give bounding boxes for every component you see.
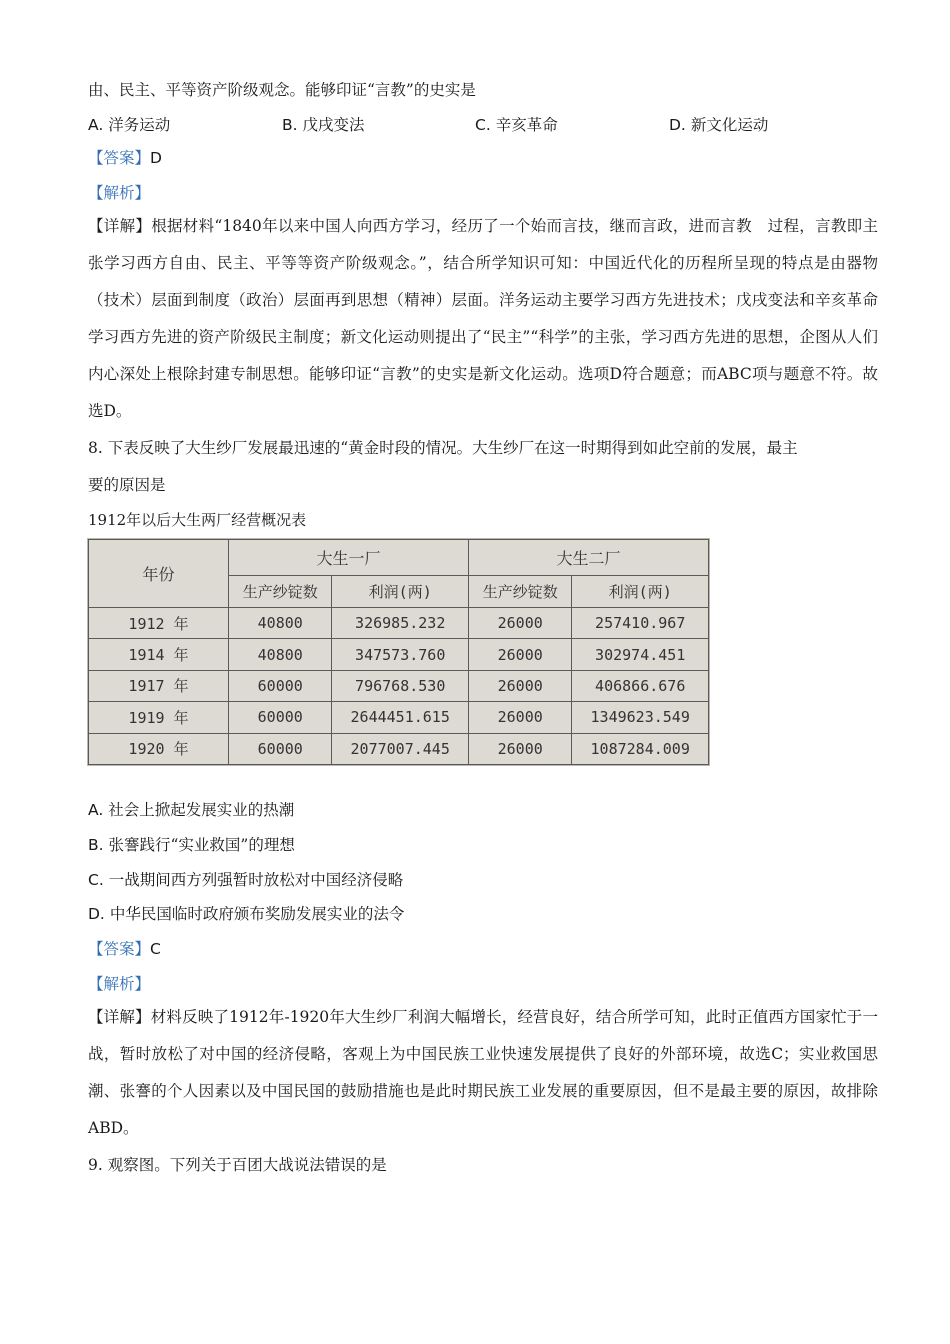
q8-answer: 【答案】C [88, 940, 161, 958]
header-profit-2: 利润(两) [572, 576, 709, 608]
table-row: 1914 年 40800 347573.760 26000 302974.451 [89, 639, 709, 670]
q8-option-b: B. 张謇践行“实业救国”的理想 [88, 836, 295, 854]
q8-stem-line1: 8. 下表反映了大生纱厂发展最迅速的“黄金时段的情况。大生纱厂在这一时期得到如此空前的发展，最主 [88, 439, 798, 457]
q8-detail-text: 材料反映了1912年-1920年大生纱厂利润大幅增长，经营良好，结合所学可知，此时正值西方国家忙于一战，暂时放松了对中国的经济侵略，客观上为中国民族工业快速发展提供了良好的外部环境，故选C；实业救国思潮、张謇的个人因素以及中国民国的鼓励措施也是此时期民族工业发展的重要原因，但不是最主要的原因，故排除ABD。 [88, 1008, 878, 1137]
header-profit-1: 利润(两) [332, 576, 469, 608]
q7-detail [88, 208, 878, 430]
header-spindles-1: 生产纱锭数 [229, 576, 332, 608]
factory-table [88, 539, 709, 765]
table-row: 1912 年 40800 326985.232 26000 257410.967 [89, 608, 709, 639]
q8-analysis-label: 【解析】 [88, 975, 151, 993]
q8-detail-label: 【详解】 [88, 1008, 151, 1026]
header-factory-1: 大生一厂 [229, 540, 469, 576]
header-year: 年份 [89, 540, 229, 608]
q7-answer: 【答案】D [88, 149, 162, 167]
q7-option-d: D. 新文化运动 [669, 116, 769, 134]
header-spindles-2: 生产纱锭数 [468, 576, 571, 608]
table-row: 1917 年 60000 796768.530 26000 406866.676 [89, 670, 709, 701]
q7-option-c: C. 辛亥革命 [475, 116, 558, 134]
q7-detail-text: 根据材料“1840年以来中国人向西方学习，经历了一个始而言技，继而言政，进而言教 过程，言教即主张学习西方自由、民主、平等等资产阶级观念。”，结合所学知识可知：中国近代化的历程所呈现的特点是由器物（技术）层面到制度（政治）层面再到思想（精神）层面。洋务运动主要学习西方先进技术；戊戌变法和辛亥革命学习西方先进的资产阶级民主制度；新文化运动则提出了“民主”“科学”的主张，学习西方先进的思想，企图从人们内心深处上根除封建专制思想。能够印证“言教”的史实是新文化运动。选项D符合题意；而ABC项与题意不符。故选D。 [88, 217, 878, 420]
table-row: 1919 年 60000 2644451.615 26000 1349623.549 [89, 702, 709, 733]
q8-option-a: A. 社会上掀起发展实业的热潮 [88, 801, 295, 819]
scanned-table-image [87, 538, 710, 766]
table-row: 1920 年 60000 2077007.445 26000 1087284.009 [89, 733, 709, 764]
q7-option-a: A. 洋务运动 [88, 116, 171, 134]
q8-detail [88, 999, 878, 1147]
q8-option-d: D. 中华民国临时政府颁布奖励发展实业的法令 [88, 905, 405, 923]
q9-stem: 9. 观察图。下列关于百团大战说法错误的是 [88, 1156, 387, 1174]
q8-stem-line2: 要的原因是 [88, 476, 166, 494]
q7-option-b: B. 戊戌变法 [282, 116, 365, 134]
table-caption: 1912年以后大生两厂经营概况表 [88, 511, 307, 529]
q7-analysis-label: 【解析】 [88, 184, 151, 202]
q7-stem-tail: 由、民主、平等资产阶级观念。能够印证“言教”的史实是 [88, 81, 476, 99]
header-factory-2: 大生二厂 [468, 540, 708, 576]
q7-detail-label: 【详解】 [88, 217, 152, 235]
q8-option-c: C. 一战期间西方列强暂时放松对中国经济侵略 [88, 871, 404, 889]
